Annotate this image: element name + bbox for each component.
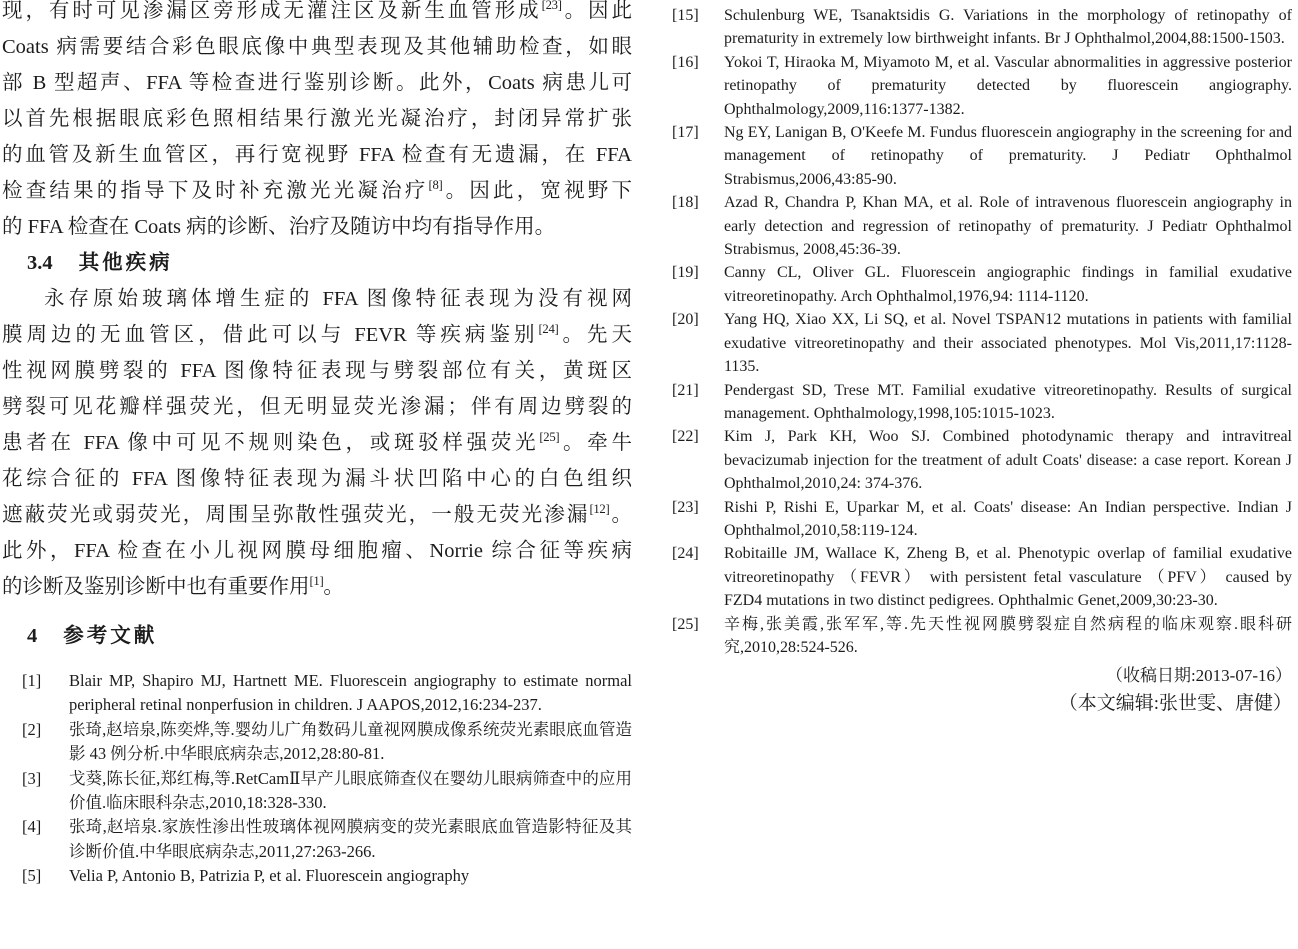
reference-number: [15] — [672, 7, 699, 24]
reference-number: [22] — [672, 428, 699, 446]
reference-text: 戈葵,陈长征,郑红梅,等.RetCamⅡ早产儿眼底筛查仪在婴幼儿眼病筛查中的应用价值.临床眼科杂志,2010,18:328-330. — [69, 768, 632, 813]
reference-number: [2] — [22, 719, 42, 739]
reference-item — [672, 613, 1292, 660]
citation-superscript: [12] — [589, 502, 610, 517]
section-number: 4 — [27, 625, 38, 647]
text-line: 的血管及新生血管区，再行宽视野 FFA 检查有无遗漏，在 FFA — [2, 144, 632, 166]
right-column — [672, 4, 1292, 719]
reference-text: Azad R, Chandra P, Khan MA, et al. Role of intravenous fluorescein angiography in early detection and regression of retinopathy of prematurity. J Pediatr Ophthalmol Strabismus, 2008,45:36-39. — [724, 194, 1292, 259]
reference-text: Blair MP, Shapiro MJ, Hartnett ME. Fluorescein angiography to estimate normal peripheral retinal nonperfusion in children. J AAPOS,2012,16:234-237. — [69, 671, 632, 715]
reference-list-right — [672, 4, 1292, 659]
text-line: Coats 病需要结合彩色眼底像中典型表现及其他辅助检查，如眼 — [2, 36, 632, 58]
text-line: 性视网膜劈裂的 FFA 图像特征表现与劈裂部位有关，黄斑区 — [2, 360, 632, 382]
reference-number: [1] — [22, 671, 42, 690]
reference-item — [672, 51, 1292, 121]
reference-item — [672, 496, 1292, 543]
section-heading-references — [2, 621, 632, 651]
reference-text: Pendergast SD, Trese MT. Familial exudative vitreoretinopathy. Results of surgical management. Ophthalmology,1998,105:1015-1023. — [724, 381, 1292, 422]
section-title: 其他疾病 — [78, 251, 173, 274]
reference-item — [2, 815, 632, 864]
section-heading-3-4 — [2, 245, 632, 281]
reference-text: 张琦,赵培泉.家族性渗出性玻璃体视网膜病变的荧光素眼底血管造影特征及其诊断价值.中华眼底病杂志,2011,27:263-266. — [69, 817, 632, 861]
text-line: 膜周边的无血管区，借此可以与 FEVR 等疾病鉴别[24]。先天 — [2, 322, 632, 346]
reference-item — [2, 669, 632, 718]
reference-item — [672, 121, 1292, 191]
reference-item — [672, 308, 1292, 378]
body-paragraph-other-diseases — [2, 281, 632, 605]
section-number: 3.4 — [27, 252, 53, 274]
reference-number: [16] — [672, 53, 699, 71]
reference-item — [672, 379, 1292, 426]
text-line: 永存原始玻璃体增生症的 FFA 图像特征表现为没有视网 — [44, 288, 632, 310]
text-line: 部 B 型超声、FFA 等检查进行鉴别诊断。此外，Coats 病患儿可 — [2, 72, 632, 94]
reference-text: 张琦,赵培泉,陈奕烨,等.婴幼儿广角数码儿童视网膜成像系统荧光素眼底血管造影 43 例分析.中华眼底病杂志,2012,28:80-81. — [69, 719, 632, 764]
text-line: 检查结果的指导下及时补充激光光凝治疗[8]。因此，宽视野下 — [2, 178, 632, 202]
text-line: 现，有时可见渗漏区旁形成无灌注区及新生血管形成[23]。因此 — [2, 0, 633, 22]
reference-number: [23] — [672, 498, 699, 516]
reference-number: [18] — [672, 194, 699, 212]
reference-number: [20] — [672, 311, 699, 329]
text-line: 的 FFA 检查在 Coats 病的诊断、治疗及随访中均有指导作用。 — [2, 216, 556, 238]
reference-number: [24] — [672, 545, 699, 563]
reference-text: Yokoi T, Hiraoka M, Miyamoto M, et al. Vascular abnormalities in aggressive posterior retinopathy of prematurity detected by fluorescein angiography. Ophthalmology,2009,116:1377-1382. — [724, 53, 1292, 118]
reference-text: Canny CL, Oliver GL. Fluorescein angiographic findings in familial exudative vitreoretinopathy. Arch Ophthalmol,1976,94: 1114-1120. — [724, 264, 1292, 305]
body-paragraph-coats — [2, 0, 632, 245]
section-title: 参考文献 — [63, 624, 158, 647]
text-line: 的诊断及鉴别诊断中也有重要作用[1]。 — [2, 574, 344, 598]
reference-text: Velia P, Antonio B, Patrizia P, et al. Fluorescein angiography — [69, 866, 470, 886]
reference-text: Robitaille JM, Wallace K, Zheng B, et al. Phenotypic overlap of familial exudative vitreoretinopathy （FEVR） with persistent fetal vasculature （PFV） caused by FZD4 mutations in two distinct pedigrees. Ophthalmic Genet,2009,30:23-30. — [724, 545, 1292, 610]
reference-item — [2, 767, 632, 816]
reference-item — [672, 425, 1292, 495]
received-date: （收稿日期:2013-07-16） — [1105, 666, 1292, 686]
reference-item — [2, 864, 632, 888]
citation-superscript: [24] — [538, 322, 559, 337]
reference-number: [21] — [672, 381, 699, 399]
editor-note: （本文编辑:张世雯、唐健） — [1058, 693, 1292, 715]
citation-superscript: [25] — [539, 430, 560, 445]
text-line: 患者在 FFA 像中可见不规则染色，或斑驳样强荧光[25]。牵牛 — [2, 430, 633, 454]
reference-text: Rishi P, Rishi E, Uparkar M, et al. Coats' disease: An Indian perspective. Indian J Ophthalmol,2010,58:119-124. — [724, 498, 1292, 539]
reference-number: [19] — [672, 264, 699, 282]
citation-superscript: [8] — [428, 178, 443, 193]
reference-item — [672, 261, 1292, 308]
citation-superscript: [1] — [309, 574, 324, 589]
text-line: 花综合征的 FFA 图像特征表现为漏斗状凹陷中心的白色组织 — [2, 468, 632, 490]
text-line: 此外，FFA 检查在小儿视网膜母细胞瘤、Norrie 综合征等疾病 — [2, 540, 632, 562]
reference-number: [4] — [22, 817, 42, 837]
reference-item — [672, 542, 1292, 612]
reference-text: Ng EY, Lanigan B, O'Keefe M. Fundus fluorescein angiography in the screening for and management of retinopathy of prematurity. J Pediatr Ophthalmol Strabismus,2006,43:85-90. — [724, 124, 1292, 188]
reference-item — [672, 191, 1292, 261]
reference-number: [3] — [22, 768, 42, 788]
reference-list-left — [2, 669, 632, 889]
reference-text: 辛梅,张美霞,张军军,等.先天性视网膜劈裂症自然病程的临床观察.眼科研究,2010,28:524-526. — [724, 615, 1292, 656]
reference-text: Yang HQ, Xiao XX, Li SQ, et al. Novel TSPAN12 mutations in patients with familial exudative vitreoretinopathy and their associated phenotypes. Mol Vis,2011,17:1128-1135. — [724, 311, 1292, 376]
text-line: 劈裂可见花瓣样强荧光，但无明显荧光渗漏；伴有周边劈裂的 — [2, 396, 632, 418]
reference-text: Kim J, Park KH, Woo SJ. Combined photodynamic therapy and intravitreal bevacizumab injection for the treatment of adult Coats' disease: a case report. Korean J Ophthalmol,2010,24: 374-376. — [724, 428, 1292, 493]
reference-number: [17] — [672, 124, 699, 142]
left-column — [2, 0, 632, 889]
text-line: 遮蔽荧光或弱荧光，周围呈弥散性强荧光，一般无荧光渗漏[12]。 — [2, 502, 632, 526]
text-line: 以首先根据眼底彩色照相结果行激光光凝治疗，封闭异常扩张 — [2, 108, 632, 130]
reference-text: Schulenburg WE, Tsanaktsidis G. Variations in the morphology of retinopathy of prematurity in extremely low birthweight infants. Br J Ophthalmol,2004,88:1500-1503. — [724, 7, 1292, 48]
reference-number: [25] — [672, 615, 699, 633]
citation-superscript: [23] — [541, 0, 562, 13]
reference-item — [672, 4, 1292, 51]
reference-number: [5] — [22, 866, 42, 886]
reference-item — [2, 718, 632, 767]
